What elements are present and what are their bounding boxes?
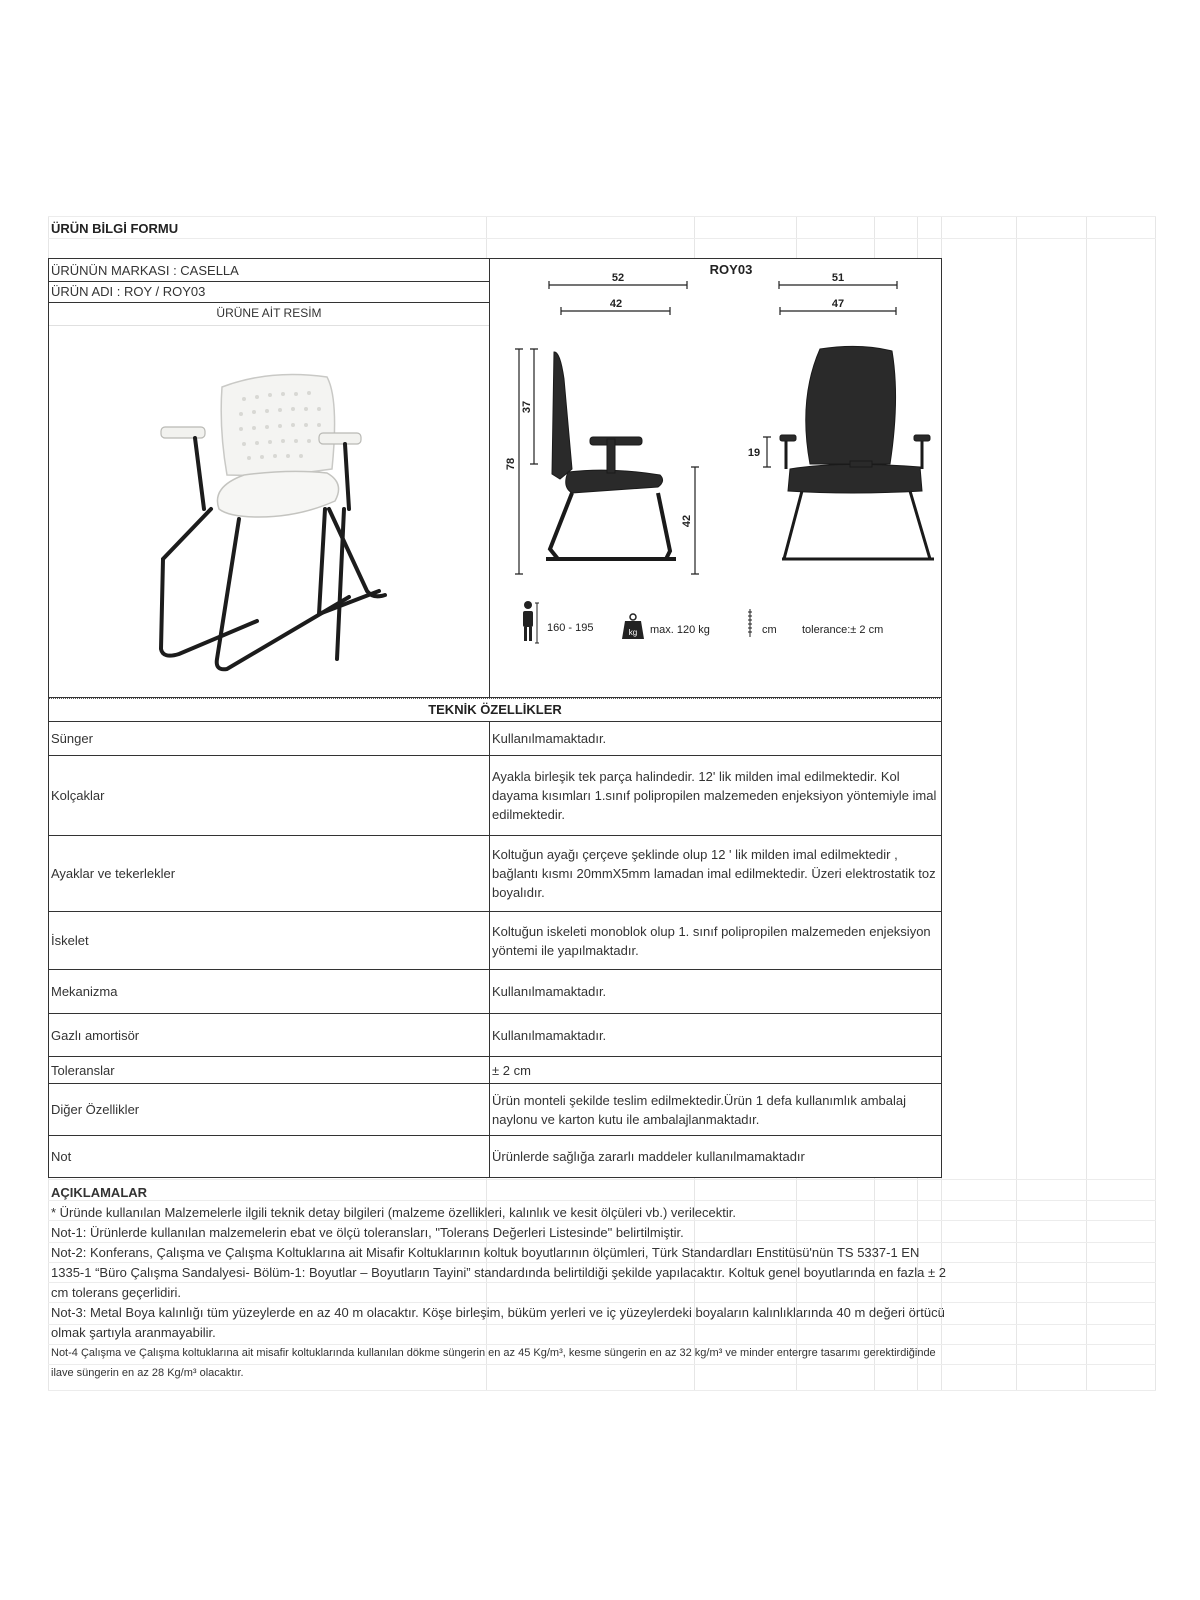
row-value: Kullanılmamaktadır. xyxy=(490,722,942,756)
kg-label: kg xyxy=(628,628,638,637)
row-value: Koltuğun ayağı çerçeve şeklinde olup 12 ' lik milden imal edilmektedir , bağlantı kısmı 20mmX5mm lamadan imal edilmektedir. Üzeri elektrostatik toz boyalıdır. xyxy=(490,836,942,912)
dim-front-arm: 19 xyxy=(747,447,761,459)
dim-side-height: 78 xyxy=(505,457,517,471)
row-key: Sünger xyxy=(49,722,490,756)
left-armrest xyxy=(161,427,205,438)
table-row xyxy=(49,1084,942,1136)
unit-label: cm xyxy=(762,624,777,636)
side-view-chair xyxy=(546,352,676,559)
product-header xyxy=(48,258,942,698)
row-value: Kullanılmamaktadır. xyxy=(490,1014,942,1057)
front-view-chair xyxy=(780,346,934,559)
table-row xyxy=(49,970,942,1014)
row-value: Kullanılmamaktadır. xyxy=(490,970,942,1014)
technical-drawing xyxy=(490,259,942,697)
right-armrest xyxy=(319,433,361,444)
row-value: Ürünlerde sağlığa zararlı maddeler kullanılmamaktadır xyxy=(490,1136,942,1178)
dim-side-depth: 52 xyxy=(611,272,625,284)
note-item: Not-4 Çalışma ve Çalışma koltuklarına ait misafir koltuklarında kullanılan dökme süngerin en az 45 Kg/m³, kesme süngerin en az 32 kg/m³ ve minder entergre tasarımı gerektirdiğinde ilave süngerin en az 28 Kg/m³ olacaktır. xyxy=(51,1347,936,1379)
chair-seat xyxy=(217,471,338,517)
spec-table xyxy=(48,721,942,1178)
note-item: * Üründe kullanılan Malzemelerle ilgili teknik detay bilgileri (malzeme özellikleri, kalınlık ve kesit ölçüleri vb.) verilecektir. xyxy=(51,1205,736,1220)
table-row xyxy=(49,722,942,756)
weight-icon xyxy=(622,614,644,639)
table-row xyxy=(49,756,942,836)
form-title: ÜRÜN BİLGİ FORMU xyxy=(51,221,179,236)
table-row xyxy=(49,1136,942,1178)
person-icon xyxy=(523,601,533,641)
table-row xyxy=(49,836,942,912)
row-key: Toleranslar xyxy=(49,1057,490,1084)
row-key: Gazlı amortisör xyxy=(49,1014,490,1057)
row-key: İskelet xyxy=(49,912,490,970)
product-name-label: ÜRÜN ADI : ROY / ROY03 xyxy=(51,284,206,299)
row-value: Koltuğun iskeleti monoblok olup 1. sınıf polipropilen malzemeden enjeksiyon yöntemi ile yapılmaktadır. xyxy=(490,912,942,970)
note-item: Not-1: Ürünlerde kullanılan malzemelerin ebat ve ölçü toleransları, "Tolerans Değerleri Listesinde" belirtilmiştir. xyxy=(51,1225,684,1240)
row-key: Ayaklar ve tekerlekler xyxy=(49,836,490,912)
row-key: Diğer Özellikler xyxy=(49,1084,490,1136)
user-height: 160 - 195 xyxy=(547,622,594,634)
note-item: Not-3: Metal Boya kalınlığı tüm yüzeylerde en az 40 m olacaktır. Köşe birleşim, büküm yerleri ve iç yüzeylerdeki boyaların kalınlıklarında 40 m değeri örtücü olmak şartıyla aranmayabilir. xyxy=(51,1305,945,1340)
table-row xyxy=(49,912,942,970)
chair-photo xyxy=(149,359,409,689)
table-row xyxy=(49,1014,942,1057)
ruler-icon xyxy=(748,609,752,637)
dim-side-seat-depth: 42 xyxy=(609,298,623,310)
note-item: Not-2: Konferans, Çalışma ve Çalışma Koltuklarına ait Misafir Koltuklarının koltuk boyutlarının ölçümleri, Türk Standardları Enstitüsü'nün TS 5337-1 EN 1335-1 “Büro Çalışma Sandalyesi- Bölüm-1: Boyutlar – Boyutların Tayini” standardında belirtildiği şekilde yapılacaktır. Koltuk genel boyutlarında en fazla ± 2 cm tolerans geçerlidiri. xyxy=(51,1245,946,1300)
image-caption: ÜRÜNE AİT RESİM xyxy=(216,306,322,320)
notes-section xyxy=(51,1183,951,1383)
dim-front-seat-width: 47 xyxy=(831,298,845,310)
max-weight: max. 120 kg xyxy=(650,624,710,636)
dim-front-width: 51 xyxy=(831,272,845,284)
table-row xyxy=(49,1057,942,1084)
row-value: ± 2 cm xyxy=(490,1057,942,1084)
brand-label: ÜRÜNÜN MARKASI : CASELLA xyxy=(51,263,239,278)
tolerance-label: tolerance:± 2 cm xyxy=(802,624,884,636)
notes-heading: AÇIKLAMALAR xyxy=(51,1185,148,1200)
row-key: Not xyxy=(49,1136,490,1178)
model-code: ROY03 xyxy=(709,262,753,277)
row-value: Ayakla birleşik tek parça halindedir. 12' lik milden imal edilmektedir. Kol dayama kısımları 1.sınıf polipropilen malzemeden enjeksiyon yöntemiyle imal edilmektedir. xyxy=(490,756,942,836)
row-value: Ürün monteli şekilde teslim edilmektedir.Ürün 1 defa kullanımlık ambalaj naylonu ve karton kutu ile ambalajlanmaktadır. xyxy=(490,1084,942,1136)
dim-side-back: 37 xyxy=(521,400,533,414)
dim-side-seat-height: 42 xyxy=(681,514,693,528)
tech-heading: TEKNİK ÖZELLİKLER xyxy=(48,698,942,722)
row-key: Kolçaklar xyxy=(49,756,490,836)
row-key: Mekanizma xyxy=(49,970,490,1014)
